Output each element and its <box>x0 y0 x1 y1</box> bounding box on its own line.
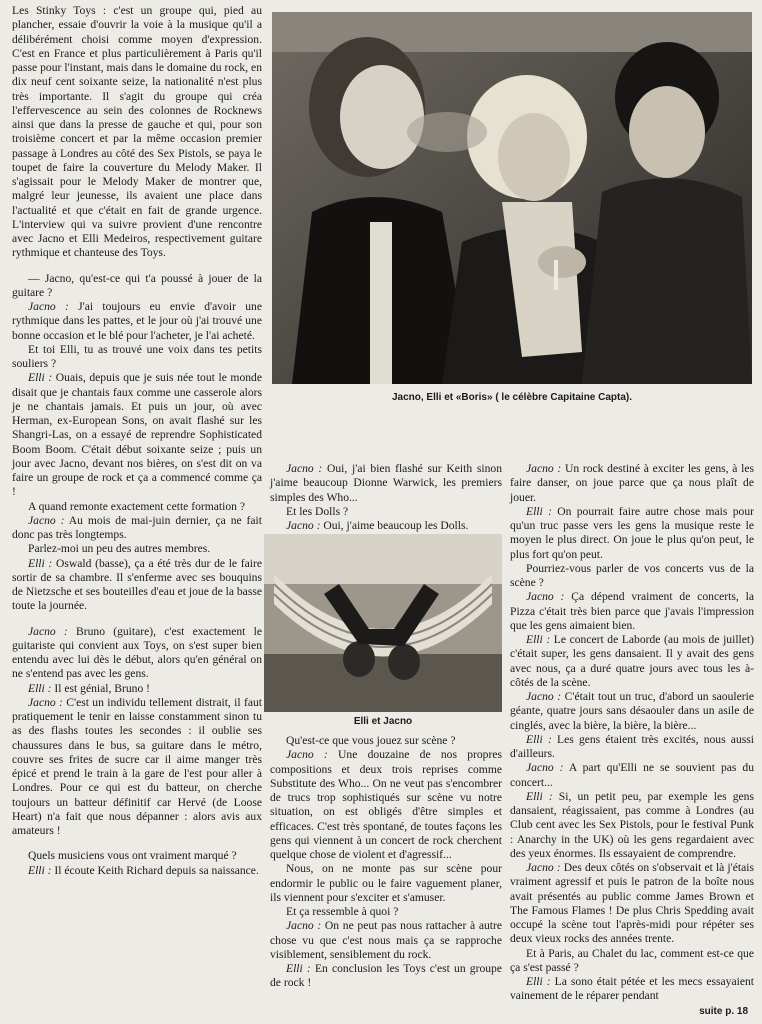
speaker: Jacno : <box>286 748 328 762</box>
question: Pourriez-vous parler de vos concerts vus de la scène ? <box>510 561 754 589</box>
answer: On pourrait faire autre chose mais pour qu'un truc passe vers les gens la musique reste le moyen le plus direct. On joue le plus qu'on peut, le plus fort qu'on peut. <box>510 504 754 561</box>
speaker: Elli : <box>28 681 52 695</box>
middle-column-lower <box>270 734 502 991</box>
intro-paragraph: Les Stinky Toys : c'est un groupe qui, pied au plancher, essaie d'ouvrir la voie à la musique qu'il a délibérément choisi comme moyen d'expression. C'est en France et plus particulièrement à Paris qu'il passe pour l'instant, mais dans le domaine du rock, en dix neuf cent soixante seize, la nationalité n'est plus très importante. Il s'agit du groupe qui créa l'effervescence au sein des colonnes de Rocknews ainsi que dans la presse de gauche et qui, pour son troisième concert et par la même occasion premier passage à Londres au côté des Sex Pistols, se paya le toupet de faire la couverture du Melody Maker. Il s'agissait pour le Melody Maker de montrer que, malgré leur jeunesse, ils avaient une place dans l'actualité et que c'était en fait de grande urgence. L'interview qui va suivre provient d'une rencontre avec Jacno et Elli Medeiros, respectivement guitare rythmique et chanteuse des Toys. <box>12 4 262 260</box>
question: Qu'est-ce que vous jouez sur scène ? <box>286 734 456 747</box>
speaker: Jacno : <box>526 761 564 775</box>
answer: Une douzaine de nos propres compositions et deux trois reprises comme Substitute des Who... On ne veut pas s'encombrer de trucs trop sophistiqués sur scène vu notre situation, on est obligés d'être simples et efficaces. C'est très spontané, de toutes façons les gens qui viennent à un concert de rock cherchent quelque chose de violent et d'agressif... <box>270 748 502 861</box>
speaker: Jacno : <box>286 519 321 532</box>
question: Parlez-moi un peu des autres membres. <box>28 542 211 556</box>
speaker: Jacno : <box>28 695 63 709</box>
paragraph: Nous, on ne monte pas sur scène pour endormir le public ou le faire vaguement planer, ils viennent pour s'exciter et s'amuser. <box>270 862 502 904</box>
answer: Oui, j'ai bien flashé sur Keith sinon j'aime beaucoup Dionne Warwick, les premiers simples des Who... <box>270 462 502 504</box>
speaker: Jacno : <box>286 462 323 475</box>
speaker: Elli : <box>526 504 552 518</box>
speaker: Elli : <box>286 962 311 975</box>
middle-column <box>270 462 502 533</box>
speaker: Jacno : <box>28 300 69 313</box>
question: Quels musiciens vous ont vraiment marqué ? <box>28 849 237 863</box>
answer: On ne peut pas nous rattacher à autre chose vu que c'est nous mais ça se rapproche visiblement, sensiblement du rock. <box>270 919 502 961</box>
speaker: Jacno : <box>526 590 565 604</box>
answer: La sono était pétée et les mecs essayaient vainement de le réparer pendant <box>510 975 754 1003</box>
answer: C'est un individu tellement distrait, il faut pratiquement le tenir en laisse constamment sinon tu as des flashs toutes les secondes : il oublie ses chaussures dans le bus, sa guitare dans le métro, couvre ses frites de sucre car il aime manger très épicé et prend le train à la gare de l'est pour aller à Londres. Pour ce qui est du batteur, on cherche toujours un batteur définitif car Hervé (de Loose Heart) n'a fait que nous dépanner : alors avis aux amateurs ! <box>12 695 262 837</box>
answer: Les gens étaient très excités, nous aussi d'ailleurs. <box>510 732 754 760</box>
answer: Bruno (guitare), c'est exactement le guitariste qui convient aux Toys, on s'est super bien entendu avec lui dès le début, alors qu'en général on ne s'entend pas avec les gens. <box>12 624 262 681</box>
hammock-photo-caption: Elli et Jacno <box>353 716 413 727</box>
speaker: Jacno : <box>526 462 562 475</box>
question: Et à Paris, au Chalet du lac, comment est-ce que ça s'est passé ? <box>510 946 754 974</box>
answer: Il est génial, Bruno ! <box>51 681 151 695</box>
speaker: Jacno : <box>526 690 562 703</box>
hammock-photo-image <box>264 534 502 712</box>
answer: Ça dépend vraiment de concerts, la Pizza c'était très bien parce que j'avais l'impression que les gens aimaient bien. <box>510 590 754 632</box>
answer: Des deux côtés on s'observait et là j'étais vraiment agressif et puis le patron de la boîte nous avait présentés au public comme James Brown et The Famous Flames ! De plus Chris Spedding avait occupé la scène tout l'après-midi pour répéter ses deux vieux rocks des années trente. <box>510 861 754 946</box>
speaker: Elli : <box>526 789 553 803</box>
answer: A part qu'Elli ne se souvient pas du concert... <box>510 761 754 789</box>
speaker: Jacno : <box>28 624 68 638</box>
answer: Il écoute Keith Richard depuis sa naissance. <box>51 863 259 877</box>
answer: Un rock destiné à exciter les gens, à les faire danser, on joue parce que ça nous plaît de jouer. <box>510 462 754 504</box>
answer: Oui, j'aime beaucoup les Dolls. <box>320 519 469 532</box>
speaker: Jacno : <box>28 513 65 527</box>
answer: Le concert de Laborde (au mois de juillet) c'était super, les gens dansaient. Il y avait des gens avec nous, ça a duré quatre jours avec tous les à-côtés de la scène. <box>510 633 754 689</box>
question: Et ça ressemble à quoi ? <box>286 905 399 918</box>
speaker: Elli : <box>526 975 551 988</box>
question: Et toi Elli, tu as trouvé une voix dans tes petits souliers ? <box>12 342 262 370</box>
band-photo-image <box>272 12 752 384</box>
question: A quand remonte exactement cette formation ? <box>28 499 245 513</box>
speaker: Elli : <box>28 556 53 570</box>
question: — Jacno, qu'est-ce qui t'a poussé à jouer de la guitare ? <box>12 271 262 299</box>
left-column <box>12 4 262 878</box>
speaker: Elli : <box>526 732 552 746</box>
question: Et les Dolls ? <box>286 504 349 518</box>
answer: J'ai toujours eu envie d'avoir une rythmique dans les pattes, et le jour où j'ai trouvé une bonne occasion et le blé pour l'acheter, je l'ai acheté. <box>12 300 262 342</box>
answer: C'était tout un truc, d'abord un saoulerie géante, quatre jours sans désaouler dans un asile de cinglés, avec la bière, la bière, la bière... <box>510 690 754 732</box>
answer: En conclusion les Toys c'est un groupe de rock ! <box>270 962 502 990</box>
answer: Oswald (basse), ça a été très dur de le faire sortir de sa chambre. Il s'enferme avec ses bouquins de Nietzsche et ses bouteilles d'eau et joue de la basse toute la journée. <box>12 556 262 613</box>
speaker: Elli : <box>526 633 551 646</box>
band-photo <box>272 12 752 384</box>
answer: Si, un petit peu, par exemple les gens dansaient, réagissaient, pas comme à Londres (au Club cent avec les Sex Pistols, pour le festival Punk : Anarchy in the UK) où les gens regardaient avec des yeux énormes. Ils essayaient de comprendre. <box>510 789 754 860</box>
answer: Au mois de mai-juin dernier, ça ne fait donc pas très longtemps. <box>12 513 263 541</box>
continued-on-page: suite p. 18 <box>699 1006 748 1017</box>
right-column <box>510 462 754 1004</box>
answer: Ouais, depuis que je suis née tout le monde disait que je chantais faux comme une casserole alors je ne chantais jamais. Et puis un jour, où avec Herman, ex-European Sons, on avait flashé sur les Shangri-Las, on a essayé de reprendre Sophisticated Boom Boom. C'était début soixante seize ; puis un jour avec Jacno, devant nos bières, on s'est dit on va faire un groupe de rock et ça a commencé comme ça ! <box>12 371 262 499</box>
hammock-photo <box>264 534 502 712</box>
speaker: Elli : <box>28 863 52 877</box>
speaker: Elli : <box>28 371 53 385</box>
band-photo-caption: Jacno, Elli et «Boris» ( le célèbre Capitaine Capta). <box>391 392 633 403</box>
speaker: Jacno : <box>526 861 561 874</box>
speaker: Jacno : <box>286 919 322 933</box>
